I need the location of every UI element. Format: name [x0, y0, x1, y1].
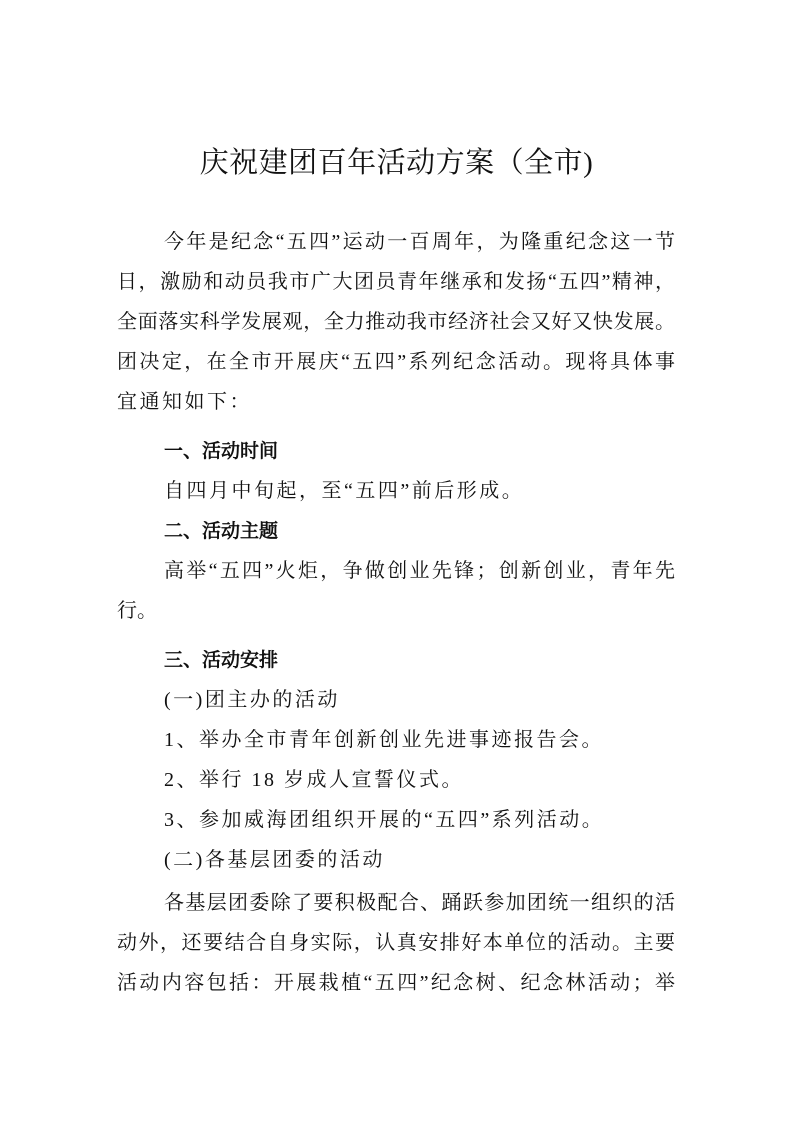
intro-line: 日，激励和动员我市广大团员青年继承和发扬“五四”精神， [117, 271, 675, 293]
section-text-time: 自四月中旬起，至“五四”前后形成。 [164, 480, 525, 502]
section-text-theme: 行。 [117, 600, 157, 622]
list-item: 2、举行 18 岁成人宣誓仪式。 [164, 769, 464, 791]
intro-line: 今年是纪念“五四”运动一百周年，为隆重纪念这一节 [164, 231, 675, 253]
document-title: 庆祝建团百年活动方案（全市) [199, 147, 594, 179]
section-heading-time: 一、活动时间 [164, 440, 279, 462]
paragraph-line: 动外，还要结合自身实际，认真安排好本单位的活动。主要 [117, 932, 675, 954]
paragraph-line: 活动内容包括：开展栽植“五四”纪念树、纪念林活动；举 [117, 972, 675, 994]
intro-line: 团决定，在全市开展庆“五四”系列纪念活动。现将具体事 [117, 351, 675, 373]
section-text-theme: 高举“五四”火炬，争做创业先锋；创新创业，青年先 [164, 560, 675, 582]
section-heading-theme: 二、活动主题 [164, 520, 279, 542]
intro-line: 宜通知如下： [117, 391, 252, 413]
list-item: 3、参加威海团组织开展的“五四”系列活动。 [164, 809, 605, 831]
document-body [117, 222, 675, 1003]
paragraph-line: 各基层团委除了要积极配合、踊跃参加团统一组织的活 [164, 892, 675, 914]
subsection-heading: (一)团主办的活动 [164, 689, 340, 711]
subsection-heading: (二)各基层团委的活动 [164, 849, 385, 871]
list-item: 1、举办全市青年创新创业先进事迹报告会。 [164, 729, 604, 751]
section-heading-arrangement: 三、活动安排 [164, 649, 279, 671]
intro-line: 全面落实科学发展观，全力推动我市经济社会又好又快发展。 [117, 311, 675, 333]
